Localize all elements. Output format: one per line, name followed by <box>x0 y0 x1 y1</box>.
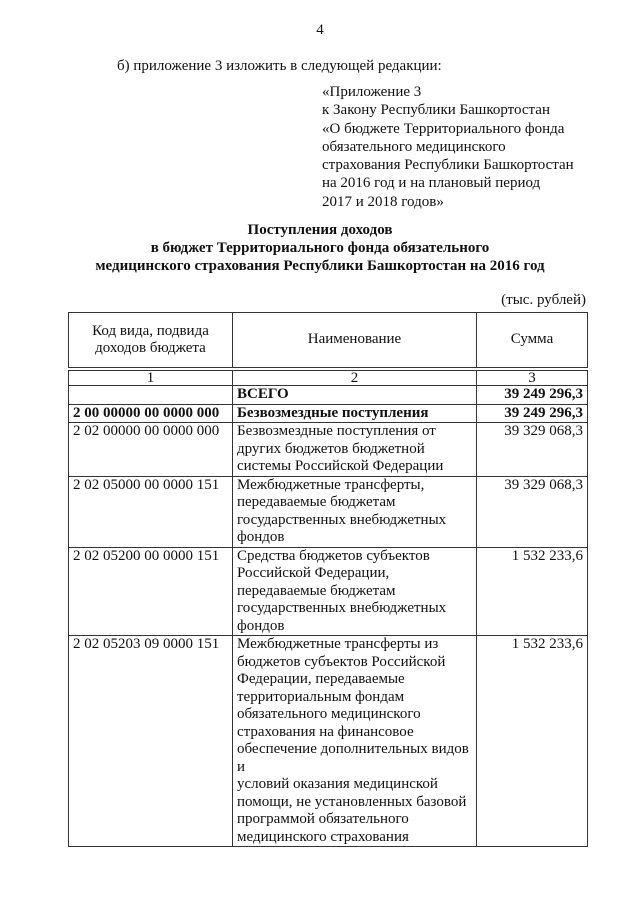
row-amount: 39 329 068,3 <box>477 476 588 547</box>
row-code: 2 02 05203 09 0000 151 <box>69 636 233 847</box>
annex-header: «Приложение 3 к Закону Республики Башкортостан «О бюджете Территориального фонда обязательного медицинского страхования Республики Башкортостан на 2016 год и на плановый период 2017 и 2018 годов» <box>322 84 574 210</box>
row-code <box>69 386 233 405</box>
table-row <box>69 476 588 547</box>
row-code: 2 02 00000 00 0000 000 <box>69 423 233 477</box>
header-code: Код вида, подвида доходов бюджета <box>69 313 233 368</box>
table-row <box>69 386 588 405</box>
table-row <box>69 547 588 636</box>
document-title: Поступления доходов в бюджет Территориального фонда обязательного медицинского страхования Республики Башкортостан на 2016 год <box>95 222 545 274</box>
page-number: 4 <box>316 22 324 38</box>
row-amount: 39 249 296,3 <box>477 404 588 423</box>
units-label: (тыс. рублей) <box>501 292 586 308</box>
row-name: Безвозмездные поступления от других бюджетов бюджетной системы Российской Федерации <box>233 423 477 477</box>
row-name: ВСЕГО <box>233 386 477 405</box>
row-name: Безвозмездные поступления <box>233 404 477 423</box>
row-code: 2 02 05000 00 0000 151 <box>69 476 233 547</box>
amendment-intro: б) приложение 3 изложить в следующей редакции: <box>117 58 442 74</box>
column-number-row <box>69 371 588 386</box>
header-amount: Сумма <box>477 313 588 368</box>
row-amount: 39 329 068,3 <box>477 423 588 477</box>
row-name: Межбюджетные трансферты из бюджетов субъектов Российской Федерации, передаваемые территориальным фондам обязательного медицинского страхования на финансовое обеспечение дополнительных видов и условий оказания медицинской помощи, не установленных базовой программой обязательного медицинского страхования <box>233 636 477 847</box>
column-number: 3 <box>477 371 588 386</box>
table-header-row <box>69 313 588 368</box>
column-number: 1 <box>69 371 233 386</box>
row-code: 2 02 05200 00 0000 151 <box>69 547 233 636</box>
header-name: Наименование <box>233 313 477 368</box>
table-row <box>69 423 588 477</box>
column-number: 2 <box>233 371 477 386</box>
row-amount: 39 249 296,3 <box>477 386 588 405</box>
row-name: Средства бюджетов субъектов Российской Федерации, передаваемые бюджетам государственных внебюджетных фондов <box>233 547 477 636</box>
table-row <box>69 636 588 847</box>
row-name: Межбюджетные трансферты, передаваемые бюджетам государственных внебюджетных фондов <box>233 476 477 547</box>
table-row <box>69 404 588 423</box>
row-amount: 1 532 233,6 <box>477 636 588 847</box>
row-code: 2 00 00000 00 0000 000 <box>69 404 233 423</box>
row-amount: 1 532 233,6 <box>477 547 588 636</box>
revenue-table <box>68 312 588 847</box>
